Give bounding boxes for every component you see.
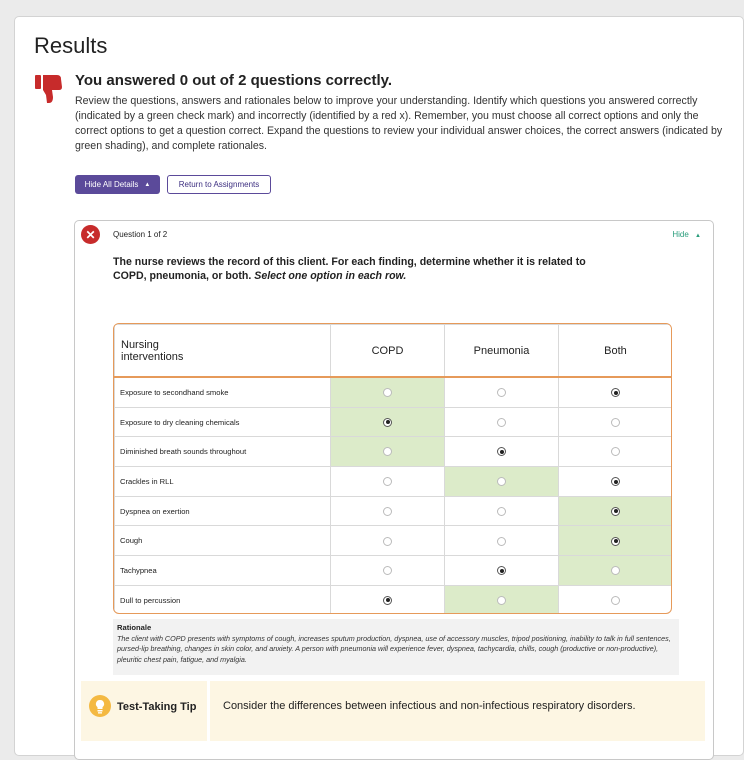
answer-cell <box>559 496 673 526</box>
table-row <box>115 556 673 586</box>
table-row <box>115 467 673 497</box>
matrix-body <box>115 377 673 614</box>
row-label: Diminished breath sounds throughout <box>115 437 331 467</box>
radio-button[interactable] <box>611 418 620 427</box>
radio-button[interactable] <box>383 566 392 575</box>
question-header <box>75 221 713 248</box>
rationale-text: The client with COPD presents with symptoms of cough, increases sputum production, dyspnea, use of accessory muscles, tripod positioning, inability to talk in full sentences, pursed-lip breathing, changes in skin color, and anxiety. A person with pneumonia will experience fever, dyspnea, tachycardia, chills, cough (productive or non-productive), pleuritic chest pain, fatigue, and myalgia. <box>117 633 671 664</box>
chevron-up-icon: ▲ <box>695 233 701 239</box>
hide-question-toggle[interactable] <box>672 230 701 239</box>
table-row <box>115 496 673 526</box>
table-row <box>115 407 673 437</box>
tip-label: Test-Taking Tip <box>117 701 197 713</box>
answer-table <box>114 324 672 614</box>
radio-button[interactable] <box>383 447 392 456</box>
answer-cell <box>331 526 445 556</box>
radio-button[interactable] <box>497 418 506 427</box>
radio-button[interactable] <box>611 477 620 486</box>
answer-cell <box>559 467 673 497</box>
radio-button[interactable] <box>383 507 392 516</box>
answer-cell <box>331 437 445 467</box>
answer-cell <box>331 467 445 497</box>
column-header-pneumonia: Pneumonia <box>445 325 559 378</box>
radio-button[interactable] <box>611 537 620 546</box>
table-row <box>115 437 673 467</box>
test-taking-tip <box>81 681 705 741</box>
score-summary <box>75 72 725 154</box>
answer-cell <box>445 496 559 526</box>
answer-cell <box>445 556 559 586</box>
close-icon: ✕ <box>81 225 100 244</box>
radio-button[interactable] <box>497 537 506 546</box>
thumbs-down-icon <box>33 73 65 105</box>
radio-button[interactable] <box>611 566 620 575</box>
radio-button[interactable] <box>611 388 620 397</box>
row-label: Tachypnea <box>115 556 331 586</box>
radio-button[interactable] <box>497 596 506 605</box>
answer-cell <box>559 377 673 407</box>
answer-cell <box>445 585 559 614</box>
caret-up-icon: ▲ <box>144 181 151 188</box>
instructions-text: Review the questions, answers and rationales below to improve your understanding. Identify which questions you answered correctly (indicated by a green check mark) and incorrectly (identified by a red x). Remember, you must choose all correct options and only the correct options to get a question correct. Expand the questions to review your individual answer choices, the correct answers (indicated by green shading), and complete rationales. <box>75 95 723 152</box>
radio-button[interactable] <box>383 537 392 546</box>
question-stem <box>113 255 613 283</box>
rationale-title: Rationale <box>117 623 152 632</box>
answer-cell <box>331 407 445 437</box>
radio-button[interactable] <box>383 477 392 486</box>
radio-button[interactable] <box>383 418 392 427</box>
answer-cell <box>559 407 673 437</box>
stem-text: The nurse reviews the record of this client. For each finding, determine whether it is related to COPD, pneumonia, or both. <box>113 256 586 282</box>
radio-button[interactable] <box>497 507 506 516</box>
table-row <box>115 526 673 556</box>
answer-cell <box>331 377 445 407</box>
radio-button[interactable] <box>497 388 506 397</box>
header-row <box>115 325 673 378</box>
column-header-copd: COPD <box>331 325 445 378</box>
hide-all-details-button[interactable] <box>75 175 160 194</box>
column-header-interventions: Nursing interventions <box>115 325 331 378</box>
rationale-box <box>113 619 679 675</box>
answer-cell <box>445 377 559 407</box>
answer-cell <box>559 556 673 586</box>
tip-divider <box>207 681 210 741</box>
answer-cell <box>445 407 559 437</box>
hide-all-label: Hide All Details <box>84 180 139 189</box>
stem-instruction: Select one option in each row. <box>254 270 407 282</box>
answer-matrix <box>113 323 672 614</box>
row-label: Crackles in RLL <box>115 467 331 497</box>
answer-cell <box>445 467 559 497</box>
answer-cell <box>559 437 673 467</box>
answer-cell <box>331 496 445 526</box>
return-to-assignments-button[interactable]: Return to Assignments <box>167 175 271 194</box>
page-title: Results <box>34 33 108 58</box>
table-row <box>115 585 673 614</box>
results-card <box>14 16 744 756</box>
answer-cell <box>445 526 559 556</box>
answer-cell <box>559 526 673 556</box>
score-line: You answered 0 out of 2 questions correctly. <box>75 72 393 89</box>
answer-cell <box>559 585 673 614</box>
row-label: Cough <box>115 526 331 556</box>
radio-button[interactable] <box>611 447 620 456</box>
question-number: Question 1 of 2 <box>113 230 168 239</box>
row-label: Exposure to dry cleaning chemicals <box>115 407 331 437</box>
radio-button[interactable] <box>383 596 392 605</box>
radio-button[interactable] <box>497 566 506 575</box>
lightbulb-icon <box>87 693 113 719</box>
radio-button[interactable] <box>611 596 620 605</box>
radio-button[interactable] <box>497 447 506 456</box>
radio-button[interactable] <box>497 477 506 486</box>
column-header-both: Both <box>559 325 673 378</box>
row-label: Dull to percussion <box>115 585 331 614</box>
tip-text: Consider the differences between infectious and non-infectious respiratory disorders. <box>223 700 636 712</box>
row-label: Exposure to secondhand smoke <box>115 377 331 407</box>
radio-button[interactable] <box>383 388 392 397</box>
answer-cell <box>331 556 445 586</box>
table-row <box>115 377 673 407</box>
answer-cell <box>445 437 559 467</box>
question-panel <box>74 220 714 760</box>
hide-label: Hide <box>672 230 689 239</box>
radio-button[interactable] <box>611 507 620 516</box>
answer-cell <box>331 585 445 614</box>
row-label: Dyspnea on exertion <box>115 496 331 526</box>
